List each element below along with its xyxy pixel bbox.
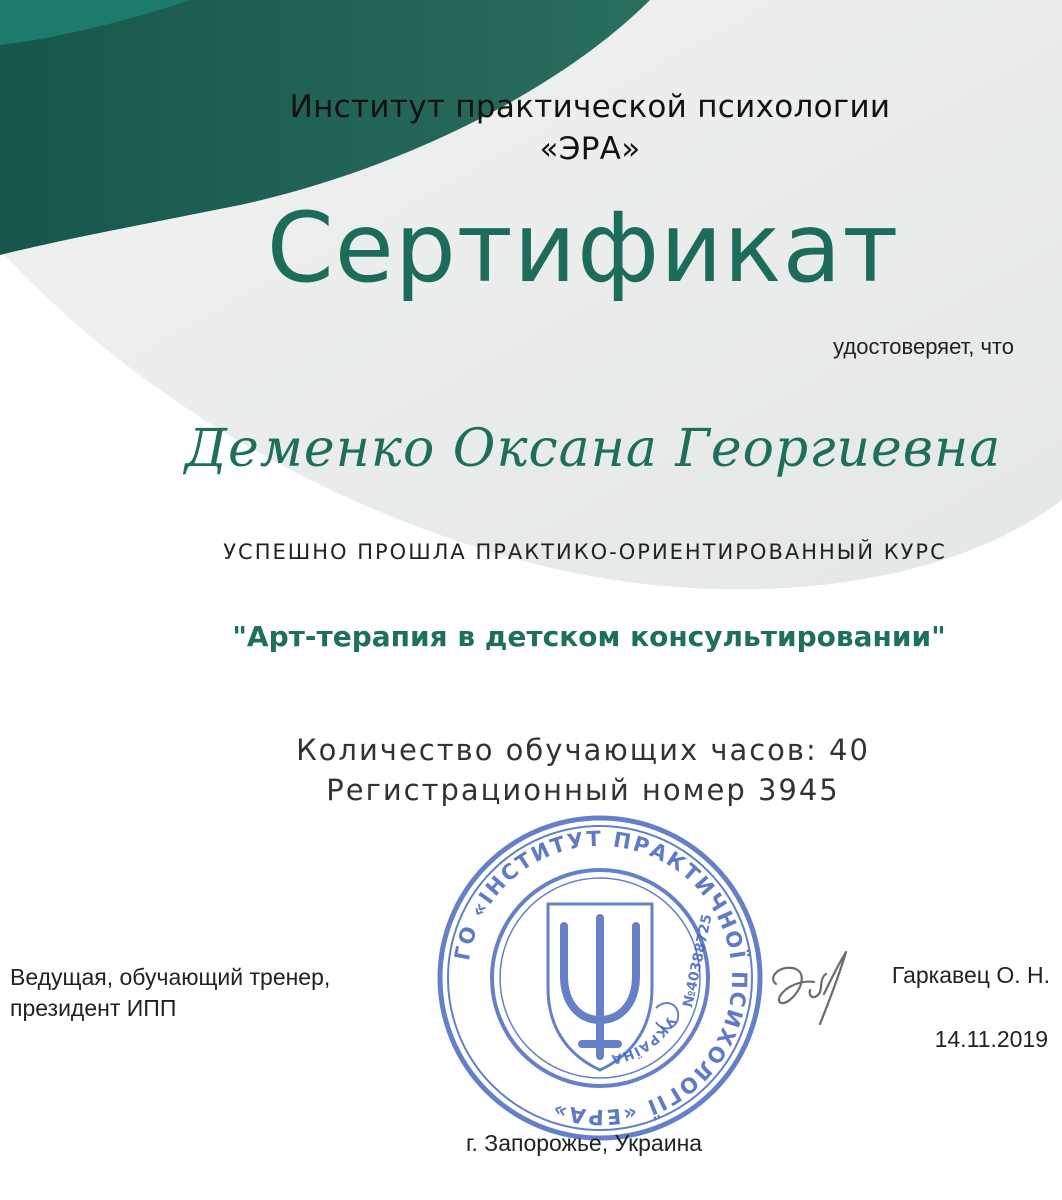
trainer-role-line1: Ведущая, обучающий тренер,: [10, 964, 331, 990]
issue-city: г. Запорожье, Украина: [465, 1130, 703, 1156]
certificate-title: Сертификат: [266, 192, 900, 304]
registration-number: Регистрационный номер 3945: [326, 773, 840, 807]
stamp-psi-icon: [564, 918, 636, 1056]
signature-icon: [762, 938, 862, 1038]
training-hours: Количество обучающих часов: 40: [296, 733, 870, 767]
recipient-name: Деменко Оксана Георгиевна: [184, 419, 1002, 479]
issue-date: 14.11.2019: [934, 1026, 1048, 1052]
svg-text:УКРАЇНА: [609, 1014, 677, 1067]
official-stamp: [430, 808, 770, 1148]
trainer-role-line2: президент ИПП: [10, 995, 177, 1021]
course-name: "Арт-терапия в детском консультировании": [232, 620, 946, 653]
institute-name-line2: «ЭРА»: [539, 131, 641, 167]
institute-name-line1: Институт практической психологии: [289, 89, 891, 125]
course-completion-label: УСПЕШНО ПРОШЛА ПРАКТИКО-ОРИЕНТИРОВАННЫЙ КУРС: [223, 540, 947, 564]
certifies-text: удостоверяет, что: [833, 334, 1014, 359]
stamp-inner-text: УКРАЇНА: [609, 1013, 678, 1067]
stamp-outer-text: ГО «ІНСТИТУТ ПРАКТИЧНОЇ ПСИХОЛОГІЇ «ЕРА»: [450, 826, 752, 1130]
trainer-name: Гаркавец О. Н.: [891, 962, 1050, 988]
trainer-role: [10, 962, 330, 1024]
stamp-code: №40388725: [680, 912, 716, 1009]
institute-name: [0, 86, 1062, 170]
